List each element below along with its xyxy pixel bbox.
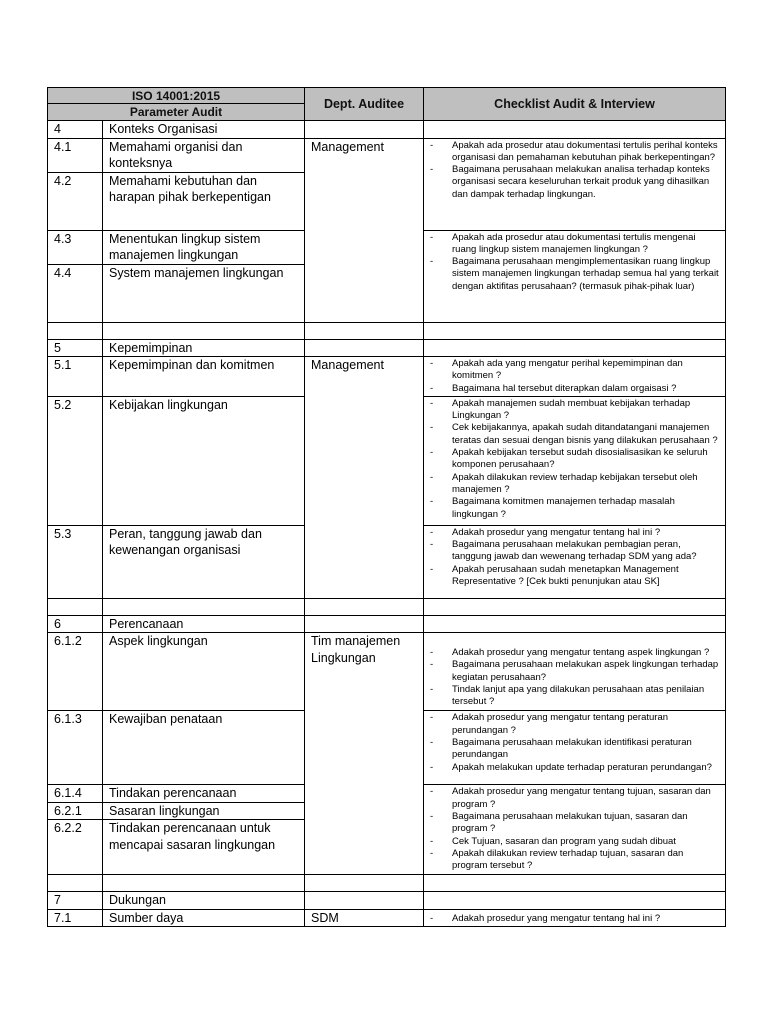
checklist-item: - Bagaimana komitmen manajemen terhadap masalah lingkungan ? xyxy=(430,496,721,521)
spacer-row xyxy=(48,598,726,615)
clause-title: Kebijakan lingkungan xyxy=(103,396,305,525)
table-row xyxy=(48,633,726,711)
iso-standard-header: ISO 14001:2015 xyxy=(48,88,305,104)
checklist-items xyxy=(430,398,721,521)
checklist-item: - Apakah dilakukan review terhadap kebijakan tersebut oleh manajemen ? xyxy=(430,472,721,497)
checklist-item: - Apakah ada yang mengatur perihal kepemimpinan dan komitmen ? xyxy=(430,358,721,383)
clause-title: System manajemen lingkungan xyxy=(103,264,305,322)
clause-title: Kepemimpinan xyxy=(103,339,305,357)
checklist-cell xyxy=(424,357,726,397)
checklist-items xyxy=(430,232,721,293)
table-row xyxy=(48,615,726,633)
checklist-item: - Cek Tujuan, sasaran dan program yang sudah dibuat xyxy=(430,836,721,848)
table-row xyxy=(48,357,726,397)
checklist-cell xyxy=(424,138,726,230)
checklist-cell xyxy=(424,785,726,875)
checklist-items xyxy=(430,786,721,872)
clause-title: Perencanaan xyxy=(103,615,305,633)
checklist-item: - Apakah ada prosedur atau dokumentasi tertulis mengenai ruang lingkup sistem manajemen lingkungan ? xyxy=(430,232,721,257)
clause-title: Peran, tanggung jawab dan kewenangan organisasi xyxy=(103,525,305,598)
dept-cell: Management xyxy=(305,138,424,322)
checklist-cell xyxy=(424,615,726,633)
clause-title: Memahami kebutuhan dan harapan pihak berkepentigan xyxy=(103,172,305,230)
clause-number: 7.1 xyxy=(48,909,103,927)
checklist-item: - Bagaimana perusahaan melakukan pembagian peran, tanggung jawab dan wewenang terhadap SDM yang ada? xyxy=(430,539,721,564)
clause-number: 6.1.4 xyxy=(48,785,103,803)
clause-title: Aspek lingkungan xyxy=(103,633,305,711)
spacer-row xyxy=(48,875,726,892)
clause-title: Kepemimpinan dan komitmen xyxy=(103,357,305,397)
parameter-audit-header: Parameter Audit xyxy=(48,104,305,121)
clause-title: Dukungan xyxy=(103,892,305,910)
table-row xyxy=(48,138,726,172)
checklist-item: - Apakah manajemen sudah membuat kebijakan terhadap Lingkungan ? xyxy=(430,398,721,423)
checklist-cell xyxy=(424,525,726,598)
clause-title: Tindakan perencanaan untuk mencapai sasaran lingkungan xyxy=(103,820,305,875)
spacer-row xyxy=(48,322,726,339)
checklist-item: - Apakah ada prosedur atau dokumentasi tertulis perihal konteks organisasi dan pemahaman kebutuhan pihak berkepentingan? xyxy=(430,140,721,165)
clause-title: Sumber daya xyxy=(103,909,305,927)
checklist-cell xyxy=(424,892,726,910)
clause-number: 6.1.2 xyxy=(48,633,103,711)
dept-cell xyxy=(305,339,424,357)
dept-cell: Tim manajemen Lingkungan xyxy=(305,633,424,875)
dept-cell xyxy=(305,121,424,139)
table-row xyxy=(48,909,726,927)
table-row xyxy=(48,892,726,910)
dept-auditee-header: Dept. Auditee xyxy=(305,88,424,121)
checklist-cell xyxy=(424,396,726,525)
clause-number: 6 xyxy=(48,615,103,633)
clause-title: Kewajiban penataan xyxy=(103,711,305,785)
clause-title: Menentukan lingkup sistem manajemen lingkungan xyxy=(103,230,305,264)
checklist-item: - Adakah prosedur yang mengatur tentang tujuan, sasaran dan program ? xyxy=(430,786,721,811)
checklist-item: - Apakah dilakukan review terhadap tujuan, sasaran dan program tersebut ? xyxy=(430,848,721,873)
checklist-item: - Tindak lanjut apa yang dilakukan perusahaan atas penilaian tersebut ? xyxy=(430,684,721,709)
clause-number: 6.2.2 xyxy=(48,820,103,875)
checklist-item: - Bagaimana perusahaan melakukan identifikasi peraturan perundangan xyxy=(430,737,721,762)
checklist-cell xyxy=(424,339,726,357)
checklist-cell xyxy=(424,121,726,139)
table-row xyxy=(48,121,726,139)
checklist-items xyxy=(430,712,721,773)
checklist-item: - Bagaimana perusahaan melakukan analisa terhadap konteks organisasi secara keseluruhan terkait produk yang dihasilkan dan dampak terhadap lingkungan. xyxy=(430,164,721,201)
clause-title: Konteks Organisasi xyxy=(103,121,305,139)
table-row xyxy=(48,339,726,357)
clause-number: 4.2 xyxy=(48,172,103,230)
clause-number: 4.4 xyxy=(48,264,103,322)
dept-cell: SDM xyxy=(305,909,424,927)
checklist-items xyxy=(430,913,721,925)
clause-number: 6.2.1 xyxy=(48,802,103,820)
checklist-item: - Bagaimana perusahaan melakukan tujuan, sasaran dan program ? xyxy=(430,811,721,836)
checklist-item: - Apakah kebijakan tersebut sudah disosialisasikan ke seluruh komponen perusahaan? xyxy=(430,447,721,472)
checklist-item: - Bagaimana perusahaan melakukan aspek lingkungan terhadap kegiatan perusahaan? xyxy=(430,659,721,684)
clause-number: 5 xyxy=(48,339,103,357)
checklist-cell xyxy=(424,230,726,322)
checklist-items xyxy=(430,140,721,201)
checklist-cell xyxy=(424,909,726,927)
checklist-item: - Adakah prosedur yang mengatur tentang peraturan perundangan ? xyxy=(430,712,721,737)
clause-number: 5.1 xyxy=(48,357,103,397)
checklist-items xyxy=(430,358,721,395)
audit-checklist-table xyxy=(47,87,726,927)
checklist-header: Checklist Audit & Interview xyxy=(424,88,726,121)
checklist-item: - Apakah melakukan update terhadap peraturan perundangan? xyxy=(430,762,721,774)
clause-number: 4.1 xyxy=(48,138,103,172)
clause-number: 5.2 xyxy=(48,396,103,525)
checklist-item: - Adakah prosedur yang mengatur tentang hal ini ? xyxy=(430,527,721,539)
clause-title: Memahami organisi dan konteksnya xyxy=(103,138,305,172)
clause-title: Tindakan perencanaan xyxy=(103,785,305,803)
dept-cell xyxy=(305,892,424,910)
checklist-item: - Adakah prosedur yang mengatur tentang hal ini ? xyxy=(430,913,721,925)
checklist-item: - Apakah perusahaan sudah menetapkan Management Representative ? [Cek bukti penunjukan atau SK] xyxy=(430,564,721,589)
clause-number: 6.1.3 xyxy=(48,711,103,785)
checklist-item: - Adakah prosedur yang mengatur tentang aspek lingkungan ? xyxy=(430,647,721,659)
clause-number: 5.3 xyxy=(48,525,103,598)
dept-cell xyxy=(305,615,424,633)
clause-title: Sasaran lingkungan xyxy=(103,802,305,820)
checklist-item: - Cek kebijakannya, apakah sudah ditandatangani manajemen teratas dan sesuai dengan bisnis yang dilakukan perusahaan ? xyxy=(430,422,721,447)
checklist-items xyxy=(430,647,721,708)
dept-cell: Management xyxy=(305,357,424,599)
clause-number: 4.3 xyxy=(48,230,103,264)
clause-number: 4 xyxy=(48,121,103,139)
clause-number: 7 xyxy=(48,892,103,910)
header-row-1 xyxy=(48,88,726,104)
checklist-items xyxy=(430,527,721,588)
checklist-item: - Bagaimana perusahaan mengimplementasikan ruang lingkup sistem manajemen lingkungan terhadap semua hal yang terkait dengan aktifitas perusahaan? (termasuk pihak-pihak luar) xyxy=(430,256,721,293)
checklist-item: - Bagaimana hal tersebut diterapkan dalam orgaisasi ? xyxy=(430,383,721,395)
checklist-cell xyxy=(424,633,726,711)
checklist-cell xyxy=(424,711,726,785)
